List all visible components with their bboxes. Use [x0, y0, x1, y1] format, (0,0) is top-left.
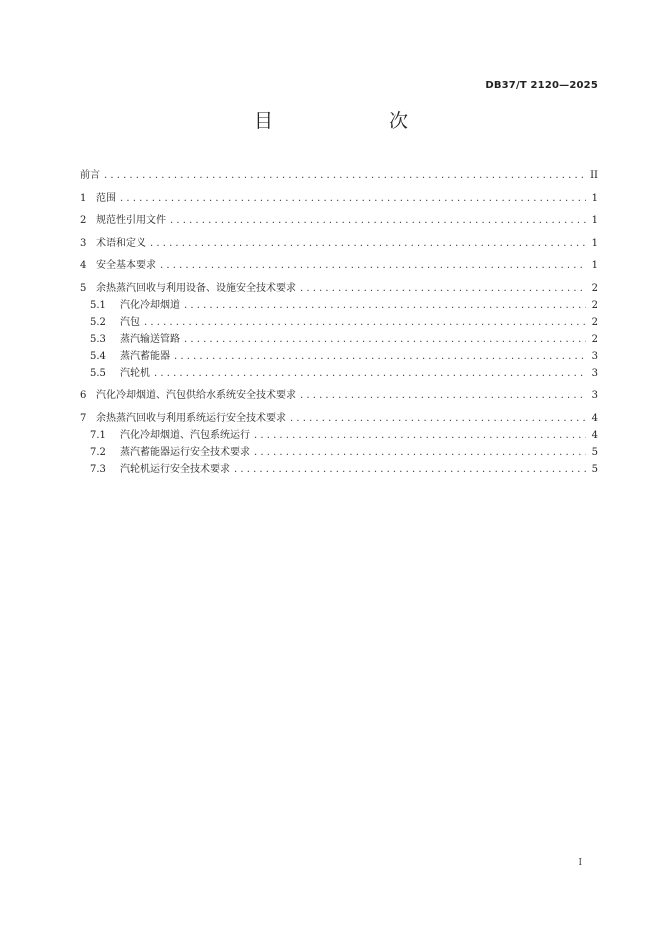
toc-entry-page: 4 [591, 412, 598, 424]
toc-entry-label: 汽化冷却烟道 [120, 299, 180, 311]
toc-leader-dots [184, 331, 586, 348]
toc-entry[interactable] [80, 410, 598, 427]
toc-entry-label: 余热蒸汽回收与利用设备、设施安全技术要求 [96, 282, 296, 294]
toc-entry-page: 4 [591, 429, 598, 441]
page-title: 目 次 [253, 110, 434, 132]
toc-entry-number: 5.4 [90, 350, 106, 362]
toc-entry[interactable] [80, 190, 598, 207]
toc-leader-dots [254, 444, 586, 461]
toc-leader-dots [300, 387, 586, 404]
toc-entry[interactable] [80, 444, 598, 461]
toc-entry-number: 5.2 [90, 316, 106, 328]
toc-entry[interactable] [80, 461, 598, 478]
toc-entry-label: 蒸汽蓄能器 [120, 350, 170, 362]
toc-entry[interactable] [80, 331, 598, 348]
toc-entry-label: 汽轮机运行安全技术要求 [120, 463, 230, 475]
standard-code: DB37/T 2120—2025 [485, 80, 598, 91]
toc-entry-label: 前言 [80, 170, 100, 181]
toc-leader-dots [184, 297, 586, 314]
toc-entry-label: 蒸汽输送管路 [120, 333, 180, 345]
toc-entry-number: 7.2 [90, 446, 106, 458]
toc-entry-number: 3 [80, 237, 87, 249]
toc-entry-page: 3 [591, 390, 598, 401]
toc-entry-page: 2 [591, 333, 598, 345]
toc-leader-dots [254, 427, 586, 444]
toc-leader-dots [120, 190, 586, 207]
toc-leader-dots [150, 235, 586, 252]
toc-entry-label: 汽轮机 [120, 367, 150, 379]
table-of-contents [80, 167, 598, 478]
toc-entry-page: 5 [591, 446, 598, 458]
toc-entry-label: 蒸汽蓄能器运行安全技术要求 [120, 446, 250, 458]
toc-entry-number: 7.1 [90, 429, 106, 441]
toc-entry-page: 2 [591, 316, 598, 328]
toc-entry-number: 5.3 [90, 333, 106, 345]
toc-entry-number: 7 [80, 412, 87, 424]
toc-leader-dots [160, 257, 586, 274]
toc-entry[interactable] [80, 427, 598, 444]
toc-entry-page: 1 [591, 260, 598, 271]
toc-entry-number: 1 [80, 192, 87, 204]
toc-leader-dots [234, 461, 586, 478]
toc-leader-dots [300, 280, 586, 297]
toc-entry[interactable] [80, 387, 598, 404]
toc-leader-dots [170, 212, 586, 229]
page-number: I [578, 858, 582, 868]
toc-entry-label: 规范性引用文件 [96, 215, 166, 226]
toc-leader-dots [104, 167, 586, 184]
toc-entry-page: 2 [591, 282, 598, 294]
toc-entry[interactable] [80, 314, 598, 331]
toc-entry-label: 术语和定义 [96, 237, 146, 249]
toc-entry-page: 3 [591, 350, 598, 362]
toc-entry-label: 汽化冷却烟道、汽包系统运行 [120, 429, 250, 441]
toc-entry-number: 5.5 [90, 367, 106, 379]
toc-entry[interactable] [80, 365, 598, 382]
toc-entry[interactable] [80, 280, 598, 297]
toc-entry-page: II [590, 170, 598, 181]
toc-leader-dots [144, 314, 586, 331]
toc-entry-number: 5.1 [90, 299, 106, 311]
toc-entry-label: 安全基本要求 [96, 260, 156, 271]
toc-entry-page: 1 [591, 192, 598, 204]
toc-entry-label: 汽化冷却烟道、汽包供给水系统安全技术要求 [96, 390, 296, 401]
toc-entry-page: 5 [591, 463, 598, 475]
toc-entry-label: 汽包 [120, 316, 140, 328]
toc-entry-number: 7.3 [90, 463, 106, 475]
toc-entry-page: 1 [591, 215, 598, 226]
toc-entry-number: 6 [80, 390, 87, 401]
toc-entry-number: 2 [80, 215, 87, 226]
toc-entry[interactable] [80, 212, 598, 229]
toc-leader-dots [290, 410, 586, 427]
toc-entry[interactable] [80, 257, 598, 274]
toc-entry-label: 范围 [96, 192, 116, 204]
toc-entry-page: 3 [591, 367, 598, 379]
toc-entry-label: 余热蒸汽回收与利用系统运行安全技术要求 [96, 412, 286, 424]
toc-entry[interactable] [80, 297, 598, 314]
toc-entry[interactable] [80, 235, 598, 252]
toc-entry-page: 2 [591, 299, 598, 311]
toc-entry[interactable] [80, 348, 598, 365]
toc-entry[interactable] [80, 167, 598, 184]
toc-leader-dots [154, 365, 586, 382]
toc-entry-number: 5 [80, 282, 87, 294]
toc-leader-dots [174, 348, 586, 365]
toc-entry-number: 4 [80, 260, 87, 271]
toc-entry-page: 1 [591, 237, 598, 249]
